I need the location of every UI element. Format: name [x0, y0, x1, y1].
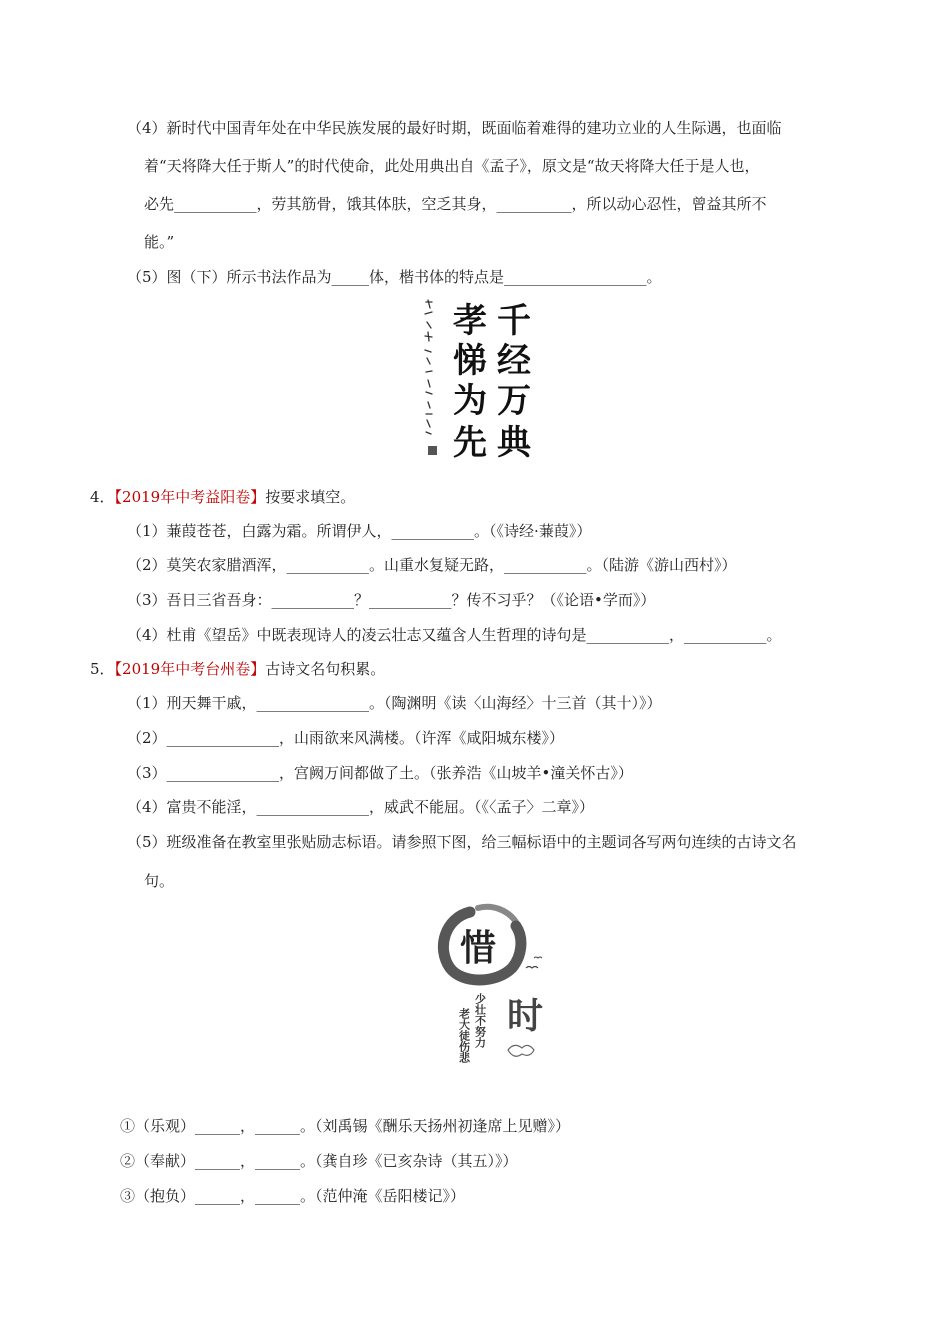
poster-image	[430, 898, 554, 1088]
calligraphy-char: 经	[497, 341, 531, 381]
calligraphy-char: 先	[453, 423, 487, 462]
q5-item: （3）_______________，宫阙万间都做了土。（张养浩《山坡羊•潼关怀古》）	[127, 764, 633, 782]
q4-prompt: 按要求填空。	[265, 488, 356, 506]
q4-item: （2）莫笑农家腊酒浑，___________。山重水复疑无路，___________。（陆游《游山西村》）	[127, 556, 737, 574]
calligraphy-char: 悌	[453, 341, 487, 381]
q4-item: （4）杜甫《望岳》中既表现诗人的凌云壮志又蕴含人生哲理的诗句是___________，___________。	[127, 626, 782, 644]
q3-p4-line2: 着“天将降大任于斯人”的时代使命，此处用典出自《孟子》，原文是“故天将降大任于是人也，	[144, 157, 760, 175]
calligraphy-image	[418, 292, 542, 462]
calligraphy-char: 孝	[453, 301, 487, 341]
q4-item: （3）吾日三省吾身：___________？___________？传不习乎？（《论语•学而》）	[127, 591, 656, 609]
q5-p5-line1: （5）班级准备在教室里张贴励志标语。请参照下图，给三幅标语中的主题词各写两句连续的古诗文名	[127, 833, 797, 851]
q5-answer: ③（抱负）______，______。（范仲淹《岳阳楼记》）	[120, 1187, 466, 1205]
poster-line-2: 老大徒伤悲	[457, 1008, 471, 1063]
calligraphy-char: 千	[497, 301, 531, 341]
poster-char-1: 惜	[459, 928, 497, 969]
q5-source: 【2019年中考台州卷】	[114, 660, 266, 678]
q5-number: 5．	[90, 660, 115, 678]
q3-p4-line1: （4）新时代中国青年处在中华民族发展的最好时期，既面临着难得的建功立业的人生际遇，也面临	[127, 119, 782, 137]
q4-item: （1）蒹葭苍苍，白露为霜。所谓伊人，___________。（《诗经·蒹葭》）	[127, 522, 592, 540]
q5-item: （2）_______________，山雨欲来风满楼。（许浑《咸阳城东楼》）	[127, 729, 565, 747]
calligraphy-char: 典	[497, 423, 531, 462]
q3-p5-line: （5）图（下）所示书法作品为_____体，楷书体的特点是___________________。	[127, 268, 662, 286]
poster-char-2: 时	[506, 996, 544, 1037]
calligraphy-char: 万	[497, 381, 531, 421]
q5-item: （4）富贵不能淫，_______________，威武不能屈。（《〈孟子〉二章》）	[127, 798, 595, 816]
q4-number: 4．	[90, 488, 115, 506]
q3-p4-line3: 必先___________，劳其筋骨，饿其体肤，空乏其身，__________，所以动心忍性，曾益其所不	[144, 195, 767, 213]
poster-line-1: 少壮不努力	[473, 993, 487, 1048]
q4-source: 【2019年中考益阳卷】	[114, 488, 266, 506]
q5-answer: ①（乐观）______，______。（刘禹锡《酬乐天扬州初逢席上见赠》）	[120, 1117, 571, 1135]
q5-prompt: 古诗文名句积累。	[265, 660, 386, 678]
q3-p4-line4: 能。”	[144, 233, 175, 251]
q4-header	[90, 487, 355, 507]
calligraphy-char: 为	[453, 381, 487, 421]
q5-item: （1）刑天舞干戚，_______________。（陶渊明《读〈山海经〉十三首（其十）》）	[127, 694, 662, 712]
q5-p5-line2: 句。	[144, 872, 175, 890]
q5-answer: ②（奉献）______，______。（龚自珍《已亥杂诗（其五）》）	[120, 1152, 518, 1170]
q5-header	[90, 659, 385, 679]
